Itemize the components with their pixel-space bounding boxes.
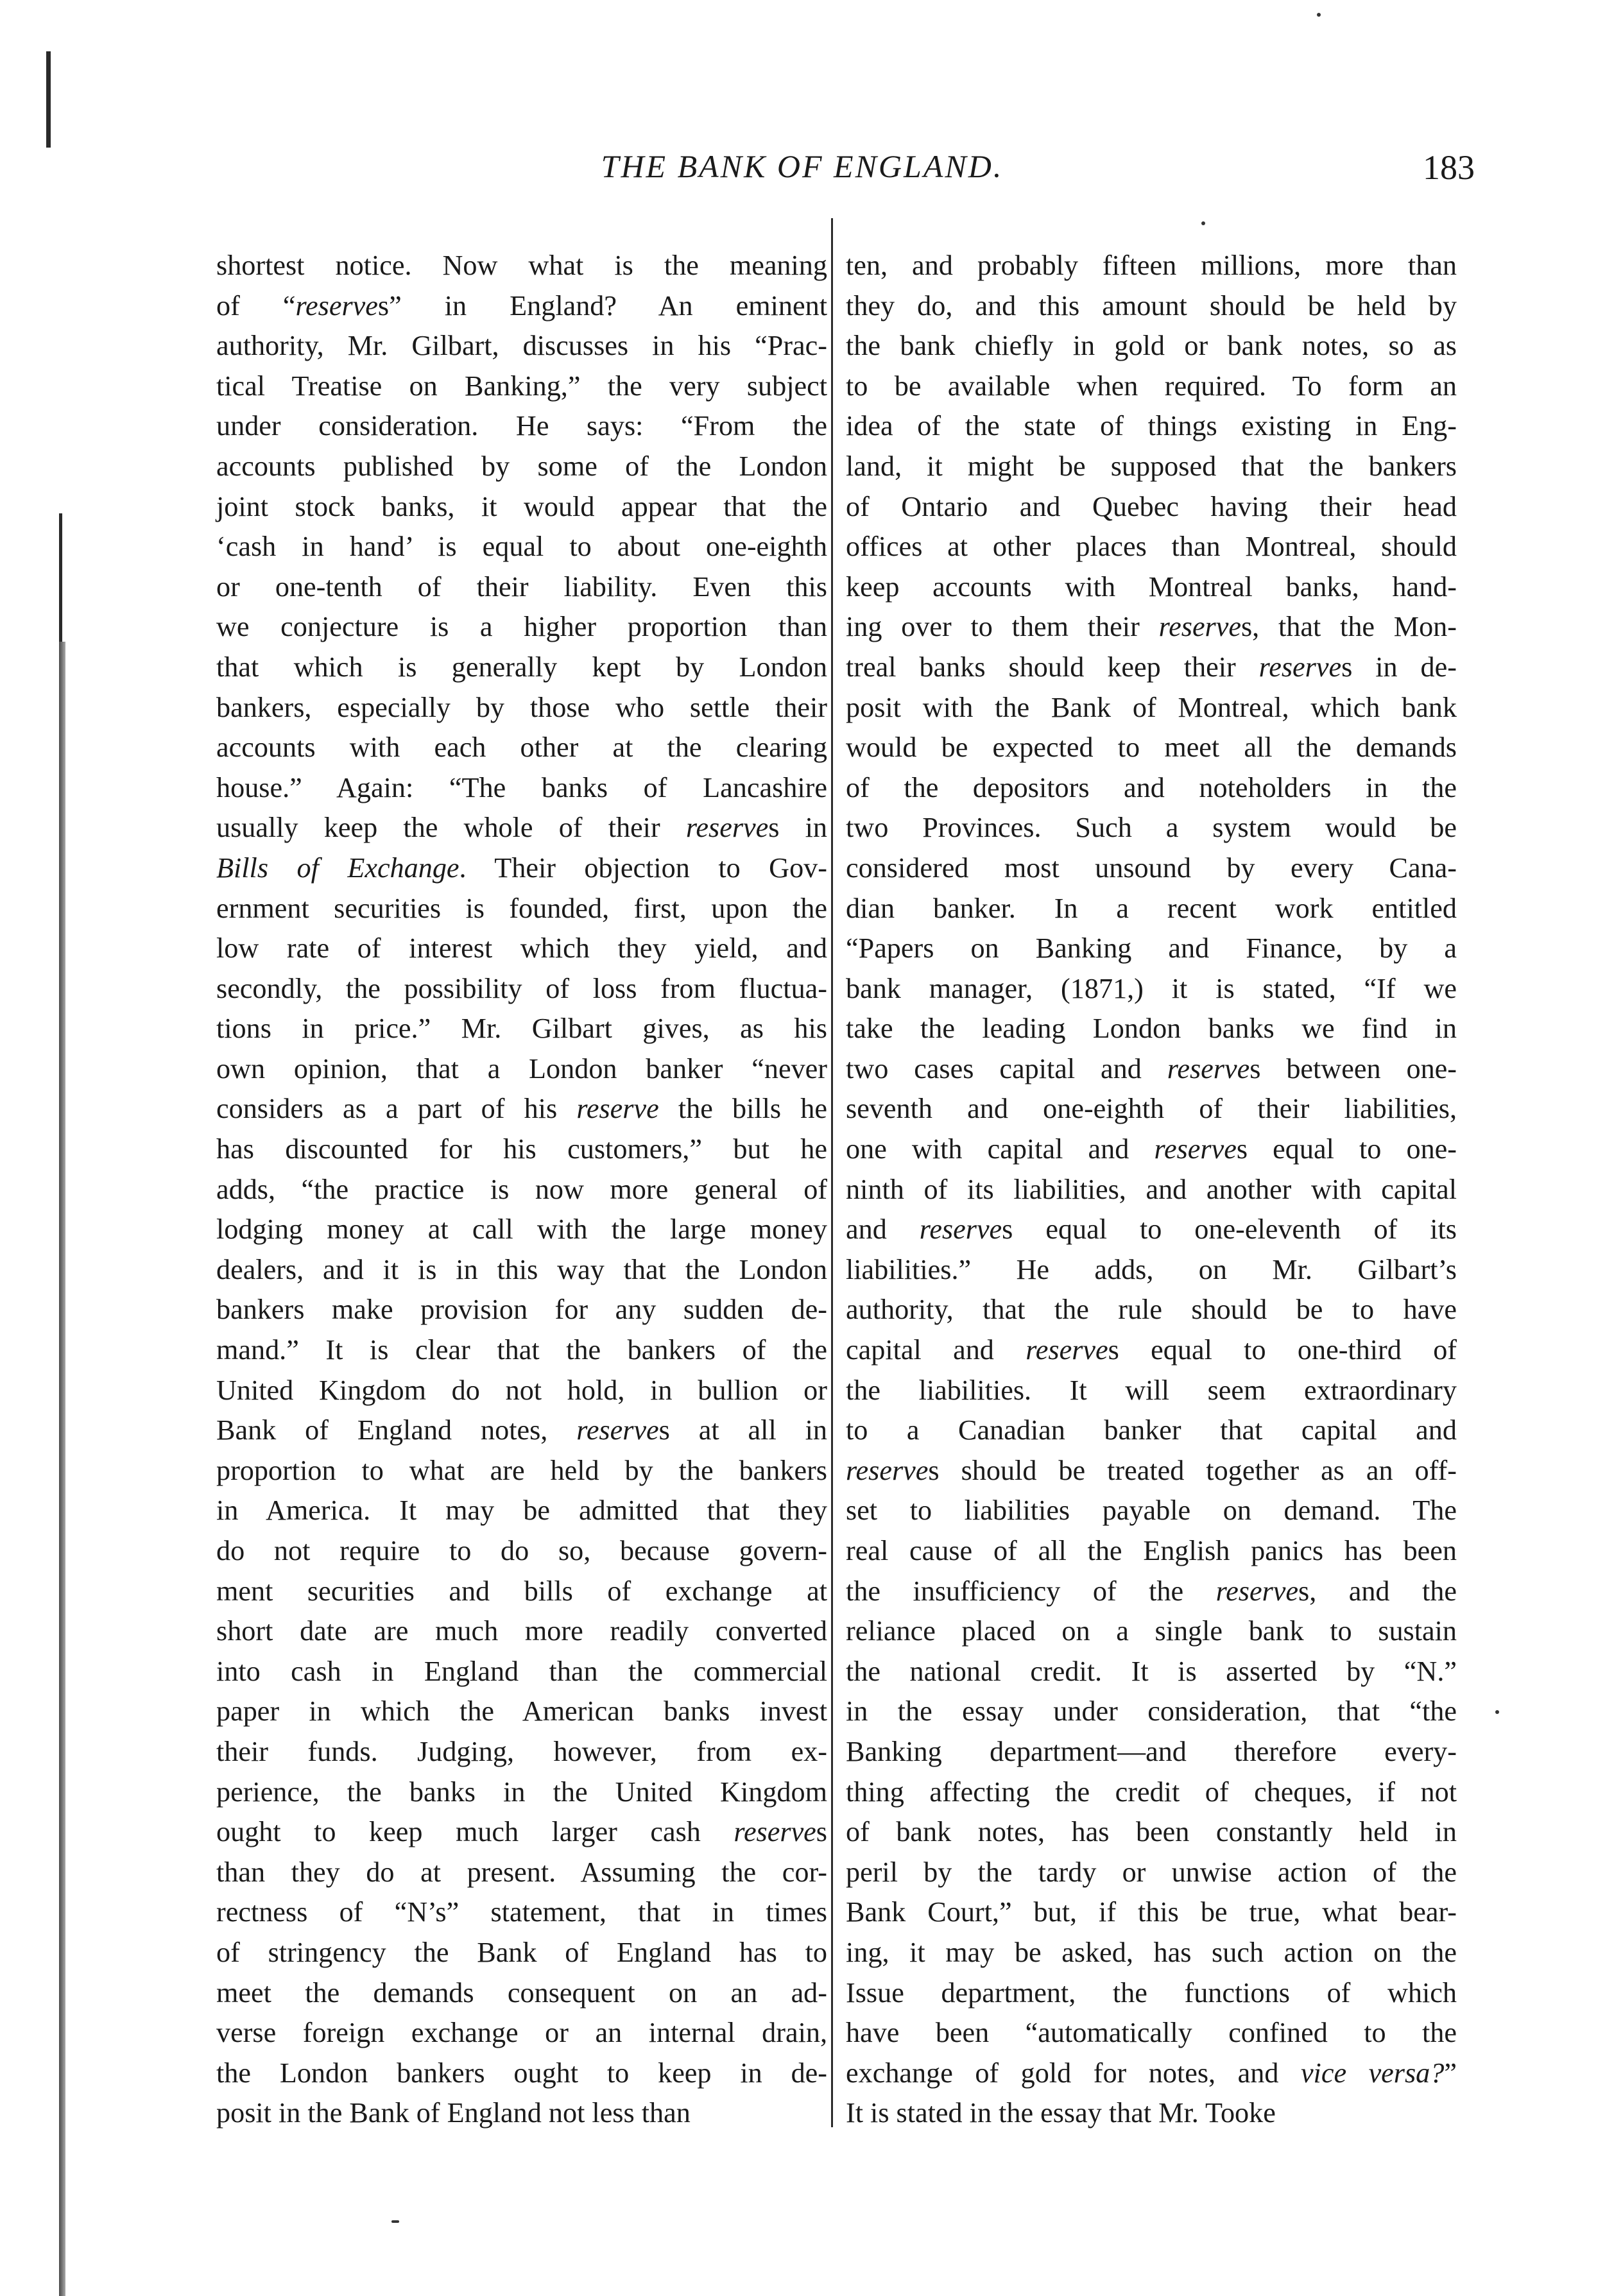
text-line: ‘cash in hand’ is equal to about one-eighth xyxy=(216,531,827,563)
text-line: lodging money at call with the large money xyxy=(216,1213,827,1246)
text-line: has discounted for his customers,” but he xyxy=(216,1133,827,1165)
text-line: rectness of “N’s” statement, that in times xyxy=(216,1896,827,1928)
text-line: tions in price.” Mr. Gilbart gives, as his xyxy=(216,1013,827,1045)
text-line: we conjecture is a higher proportion than xyxy=(216,611,827,643)
text-line: ninth of its liabilities, and another with capital xyxy=(846,1173,1457,1205)
text-line: idea of the state of things existing in Eng- xyxy=(846,410,1457,442)
text-line: than they do at present. Assuming the cor- xyxy=(216,1856,827,1888)
binding-edge xyxy=(59,642,65,2296)
text-line: peril by the tardy or unwise action of the xyxy=(846,1856,1457,1888)
text-line: the London bankers ought to keep in de- xyxy=(216,2057,827,2089)
text-line: treal banks should keep their reserves in de- xyxy=(846,651,1457,683)
running-head xyxy=(0,148,1614,199)
text-line: ought to keep much larger cash reserves xyxy=(216,1816,827,1848)
text-line: ernment securities is founded, first, upon the xyxy=(216,892,827,924)
text-line: two cases capital and reserves between one- xyxy=(846,1052,1457,1084)
text-line: United Kingdom do not hold, in bullion or xyxy=(216,1374,827,1406)
text-line: two Provinces. Such a system would be xyxy=(846,812,1457,844)
italic-phrase: reserve xyxy=(295,289,378,321)
text-line: Bank of England notes, reserves at all in xyxy=(216,1414,827,1446)
text-line: considered most unsound by every Cana- xyxy=(846,852,1457,884)
italic-phrase: vice versa? xyxy=(1300,2057,1445,2089)
text-line: Issue department, the functions of which xyxy=(846,1976,1457,2009)
italic-phrase: reserve xyxy=(576,1414,659,1446)
text-line: set to liabilities payable on demand. The xyxy=(846,1495,1457,1527)
text-line: one with capital and reserves equal to one- xyxy=(846,1133,1457,1165)
text-line: meet the demands consequent on an ad- xyxy=(216,1976,827,2009)
text-line: low rate of interest which they yield, and xyxy=(216,932,827,964)
text-line: shortest notice. Now what is the meaning xyxy=(216,250,827,281)
text-line: bankers make provision for any sudden de- xyxy=(216,1294,827,1326)
text-line: that which is generally kept by London xyxy=(216,651,827,683)
italic-phrase: reserve xyxy=(1154,1133,1237,1165)
text-line: under consideration. He says: “From the xyxy=(216,410,827,442)
scan-speck xyxy=(1201,221,1205,225)
text-line: the national credit. It is asserted by “N.” xyxy=(846,1655,1457,1687)
italic-phrase: reserve xyxy=(919,1213,1002,1246)
text-line: perience, the banks in the United Kingdom xyxy=(216,1776,827,1808)
text-line: posit with the Bank of Montreal, which bank xyxy=(846,691,1457,723)
italic-phrase: reserve xyxy=(846,1454,929,1486)
text-line: of Ontario and Quebec having their head xyxy=(846,490,1457,522)
scan-mark xyxy=(46,51,51,148)
text-line: ing, it may be asked, has such action on the xyxy=(846,1936,1457,1968)
text-line: own opinion, that a London banker “never xyxy=(216,1052,827,1084)
text-line: they do, and this amount should be held by xyxy=(846,289,1457,321)
text-line: accounts published by some of the London xyxy=(216,450,827,482)
text-line: It is stated in the essay that Mr. Tooke xyxy=(846,2097,1276,2129)
text-line: accounts with each other at the clearing xyxy=(216,732,827,764)
text-line: authority, that the rule should be to have xyxy=(846,1294,1457,1326)
text-line: to be available when required. To form an xyxy=(846,370,1457,402)
text-line: secondly, the possibility of loss from fluctua- xyxy=(216,972,827,1004)
italic-phrase: reserve xyxy=(1158,611,1241,643)
text-line: keep accounts with Montreal banks, hand- xyxy=(846,570,1457,603)
text-line: real cause of all the English panics has been xyxy=(846,1535,1457,1566)
text-line: of the depositors and noteholders in the xyxy=(846,771,1457,803)
text-line: the bank chiefly in gold or bank notes, so as xyxy=(846,330,1457,362)
page-number: 183 xyxy=(1423,148,1475,187)
text-line: exchange of gold for notes, and vice versa?” xyxy=(846,2057,1457,2089)
text-column-right xyxy=(846,246,1457,2134)
text-line: considers as a part of his reserve the bills he xyxy=(216,1093,827,1125)
text-line: reserves should be treated together as an off- xyxy=(846,1454,1457,1486)
text-line: dealers, and it is in this way that the London xyxy=(216,1253,827,1285)
text-line: in America. It may be admitted that they xyxy=(216,1495,827,1527)
italic-phrase: reserve xyxy=(576,1093,659,1125)
text-line: offices at other places than Montreal, should xyxy=(846,531,1457,563)
text-line: house.” Again: “The banks of Lancashire xyxy=(216,771,827,803)
text-line: joint stock banks, it would appear that the xyxy=(216,490,827,522)
italic-phrase: reserve xyxy=(1258,651,1342,683)
text-line: tical Treatise on Banking,” the very subject xyxy=(216,370,827,402)
text-line: authority, Mr. Gilbart, discusses in his “Prac- xyxy=(216,330,827,362)
text-line: have been “automatically confined to the xyxy=(846,2017,1457,2049)
text-line: and reserves equal to one-eleventh of its xyxy=(846,1213,1457,1246)
running-title: THE BANK OF ENGLAND. xyxy=(601,148,1004,184)
scan-speck xyxy=(1495,1710,1499,1714)
text-line: in the essay under consideration, that “the xyxy=(846,1695,1457,1727)
italic-phrase: reserve xyxy=(734,1816,816,1848)
italic-phrase: Bills of Exchange xyxy=(216,852,459,884)
scan-speck xyxy=(1317,13,1321,17)
text-line: adds, “the practice is now more general of xyxy=(216,1173,827,1205)
scan-mark xyxy=(59,513,62,642)
text-line: capital and reserves equal to one-third of xyxy=(846,1334,1457,1366)
text-line: ing over to them their reserves, that the Mon- xyxy=(846,611,1457,643)
text-line: into cash in England than the commercial xyxy=(216,1655,827,1687)
text-line: or one-tenth of their liability. Even this xyxy=(216,570,827,603)
text-line: Bills of Exchange. Their objection to Gov- xyxy=(216,852,827,884)
text-line: take the leading London banks we find in xyxy=(846,1013,1457,1045)
text-line: of “reserves” in England? An eminent xyxy=(216,289,827,321)
text-line: Banking department—and therefore every- xyxy=(846,1735,1457,1767)
text-line: posit in the Bank of England not less than xyxy=(216,2097,691,2129)
text-line: paper in which the American banks invest xyxy=(216,1695,827,1727)
text-line: dian banker. In a recent work entitled xyxy=(846,892,1457,924)
text-line: Bank Court,” but, if this be true, what bear- xyxy=(846,1896,1457,1928)
text-line: ment securities and bills of exchange at xyxy=(216,1575,827,1607)
text-line: “Papers on Banking and Finance, by a xyxy=(846,932,1457,964)
text-line: reliance placed on a single bank to sustain xyxy=(846,1615,1457,1647)
text-line: mand.” It is clear that the bankers of the xyxy=(216,1334,827,1366)
text-line: proportion to what are held by the bankers xyxy=(216,1454,827,1486)
text-line: ten, and probably fifteen millions, more than xyxy=(846,250,1457,281)
text-line: thing affecting the credit of cheques, if not xyxy=(846,1776,1457,1808)
text-line: the liabilities. It will seem extraordinary xyxy=(846,1374,1457,1406)
column-divider xyxy=(831,218,833,2127)
text-line: bankers, especially by those who settle their xyxy=(216,691,827,723)
text-line: their funds. Judging, however, from ex- xyxy=(216,1735,827,1767)
text-line: would be expected to meet all the demands xyxy=(846,732,1457,764)
text-line: usually keep the whole of their reserves in xyxy=(216,812,827,844)
text-line: of bank notes, has been constantly held in xyxy=(846,1816,1457,1848)
text-line: verse foreign exchange or an internal drain, xyxy=(216,2017,827,2049)
text-line: the insufficiency of the reserves, and the xyxy=(846,1575,1457,1607)
text-column-left xyxy=(216,246,827,2134)
italic-phrase: reserve xyxy=(1215,1575,1298,1607)
italic-phrase: reserve xyxy=(685,812,769,844)
text-line: short date are much more readily converted xyxy=(216,1615,827,1647)
scan-speck xyxy=(391,2220,399,2223)
text-line: of stringency the Bank of England has to xyxy=(216,1936,827,1968)
text-line: land, it might be supposed that the bankers xyxy=(846,450,1457,482)
text-line: seventh and one-eighth of their liabilities, xyxy=(846,1093,1457,1125)
text-line: do not require to do so, because govern- xyxy=(216,1535,827,1566)
text-line: to a Canadian banker that capital and xyxy=(846,1414,1457,1446)
text-line: bank manager, (1871,) it is stated, “If we xyxy=(846,972,1457,1004)
text-line: liabilities.” He adds, on Mr. Gilbart’s xyxy=(846,1253,1457,1285)
italic-phrase: reserve xyxy=(1167,1052,1250,1084)
italic-phrase: reserve xyxy=(1026,1334,1108,1366)
